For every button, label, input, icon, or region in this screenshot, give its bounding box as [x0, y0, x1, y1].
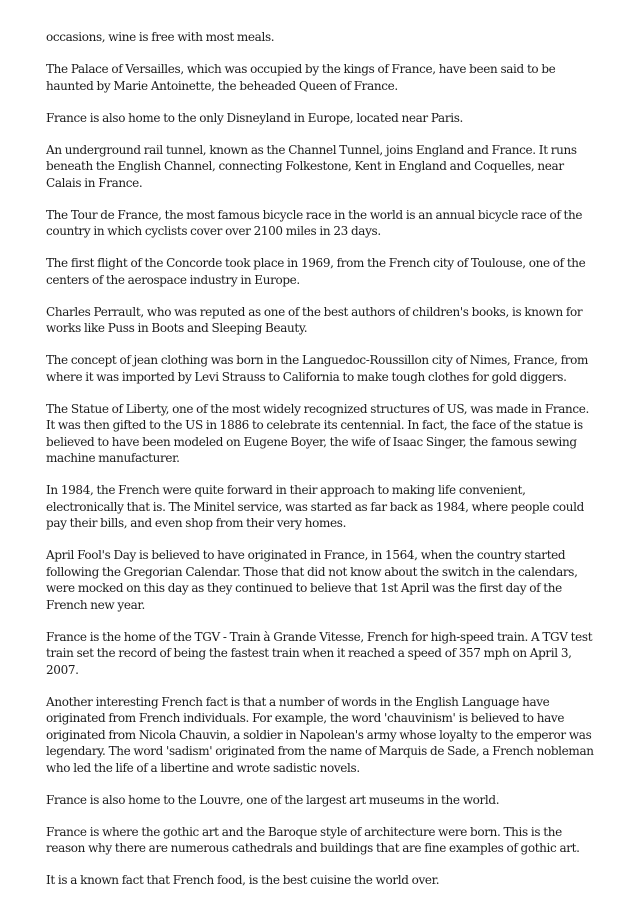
paragraph-minitel: In 1984, the French were quite forward in their approach to making life convenient, electronically that is. The Minitel service, was started as far back as 1984, where people could pay their bills, and even shop from their very homes. — [46, 483, 584, 530]
paragraph-versailles: The Palace of Versailles, which was occupied by the kings of France, have been said to be haunted by Marie Antoinette, the beheaded Queen of France. — [46, 62, 556, 93]
paragraph-louvre: France is also home to the Louvre, one of the largest art museums in the world. — [46, 792, 500, 807]
paragraph-perrault: Charles Perrault, who was reputed as one of the best authors of children's books, is known for works like Puss in Boots and Sleeping Beauty. — [46, 304, 583, 335]
paragraph-jeans: The concept of jean clothing was born in the Languedoc-Roussillon city of Nimes, France, from where it was imported by Levi Strauss to California to make tough clothes for gold diggers. — [46, 353, 589, 384]
paragraph-wine: occasions, wine is free with most meals. — [46, 30, 275, 44]
paragraph-tgv: France is the home of the TGV - Train à Grande Vitesse, French for high-speed train. A TGV test train set the record of being the fastest train when it reached a speed of 357 mph on April 3, 2007. — [46, 629, 593, 677]
paragraph-channel-tunnel: An underground rail tunnel, known as the Channel Tunnel, joins England and France. It runs beneath the English Channel, connecting Folkestone, Kent in England and Coquelles, near Calais in France. — [46, 142, 577, 190]
paragraph-disneyland: France is also home to the only Disneyland in Europe, located near Paris. — [46, 110, 464, 125]
paragraph-concorde: The first flight of the Concorde took place in 1969, from the French city of Toulouse, one of the centers of the aerospace industry in Europe. — [46, 256, 586, 287]
paragraph-french-food: It is a known fact that French food, is the best cuisine the world over. — [46, 873, 440, 887]
document-page — [46, 29, 596, 904]
paragraph-april-fools: April Fool's Day is believed to have originated in France, in 1564, when the country started following the Gregorian Calendar. Those that did not know about the switch in the calendars, were mocked on this day as they continued to believe that 1st April was the first day of the French new year. — [46, 548, 578, 612]
paragraph-gothic-art: France is where the gothic art and the Baroque style of architecture were born. This is the reason why there are numerous cathedrals and buildings that are fine examples of gothic art. — [46, 824, 580, 855]
paragraph-tour-de-france: The Tour de France, the most famous bicycle race in the world is an annual bicycle race of the country in which cyclists cover over 2100 miles in 23 days. — [46, 207, 583, 238]
paragraph-statue-of-liberty: The Statue of Liberty, one of the most widely recognized structures of US, was made in France. It was then gifted to the US in 1886 to celebrate its centennial. In fact, the face of the statue is believed to have been modeled on Eugene Boyer, the wife of Isaac Singer, the famous sewing machine manufacturer. — [46, 401, 589, 465]
paragraph-english-words: Another interesting French fact is that a number of words in the English Language have originated from French individuals. For example, the word 'chauvinism' is believed to have originated from Nicola Chauvin, a soldier in Napolean's army whose loyalty to the emperor was legendary. The word 'sadism' originated from the name of Marquis de Sade, a French nobleman who led the life of a libertine and wrote sadistic novels. — [46, 694, 594, 775]
